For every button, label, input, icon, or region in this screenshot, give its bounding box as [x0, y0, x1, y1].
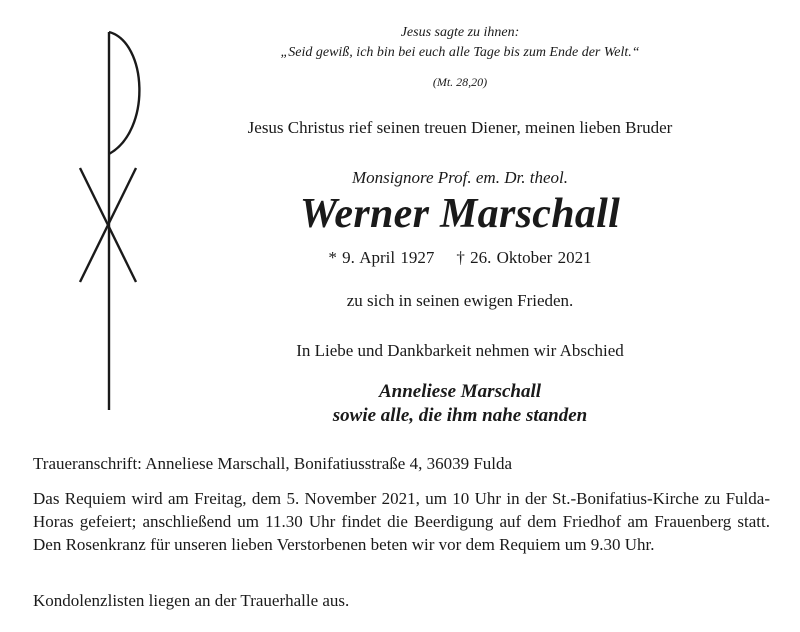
- farewell-line: In Liebe und Dankbarkeit nehmen wir Abschied: [296, 341, 624, 360]
- deceased-title: Monsignore Prof. em. Dr. theol.: [352, 168, 568, 187]
- announcement-line: Jesus Christus rief seinen treuen Diener, meinen lieben Bruder: [247, 118, 673, 137]
- quote-text: „Seid gewiß, ich bin bei euch alle Tage bis zum Ende der Welt.“: [280, 45, 640, 60]
- deceased-name: Werner Marschall: [299, 191, 621, 237]
- chi-rho-icon: [72, 30, 152, 412]
- condolence-note: Kondolenzlisten liegen an der Trauerhalle aus.: [33, 591, 350, 610]
- quote-reference: (Mt. 28,20): [432, 75, 488, 89]
- quote-intro: Jesus sagte zu ihnen:: [400, 25, 520, 40]
- peace-line: zu sich in seinen ewigen Frieden.: [346, 291, 574, 310]
- death-date: † 26. Oktober 2021: [456, 248, 592, 267]
- birth-date: * 9. April 1927: [328, 248, 435, 267]
- mourner-primary: Anneliese Marschall: [378, 381, 542, 402]
- life-dates: [180, 247, 740, 269]
- mourner-secondary: sowie alle, die ihm nahe standen: [332, 405, 588, 426]
- requiem-details: Das Requiem wird am Freitag, dem 5. November 2021, um 10 Uhr in der St.-Bonifatius-Kirche zu Fulda-Horas gefeiert; anschließend um 11.30 Uhr findet die Beerdigung auf dem Friedhof am Frauenberg statt. Den Rosenkranz für unseren lieben Verstorbenen beten wir vor dem Requiem um 9.30 Uhr.: [33, 489, 770, 554]
- mourning-address: Traueranschrift: Anneliese Marschall, Bonifatiusstraße 4, 36039 Fulda: [33, 454, 513, 473]
